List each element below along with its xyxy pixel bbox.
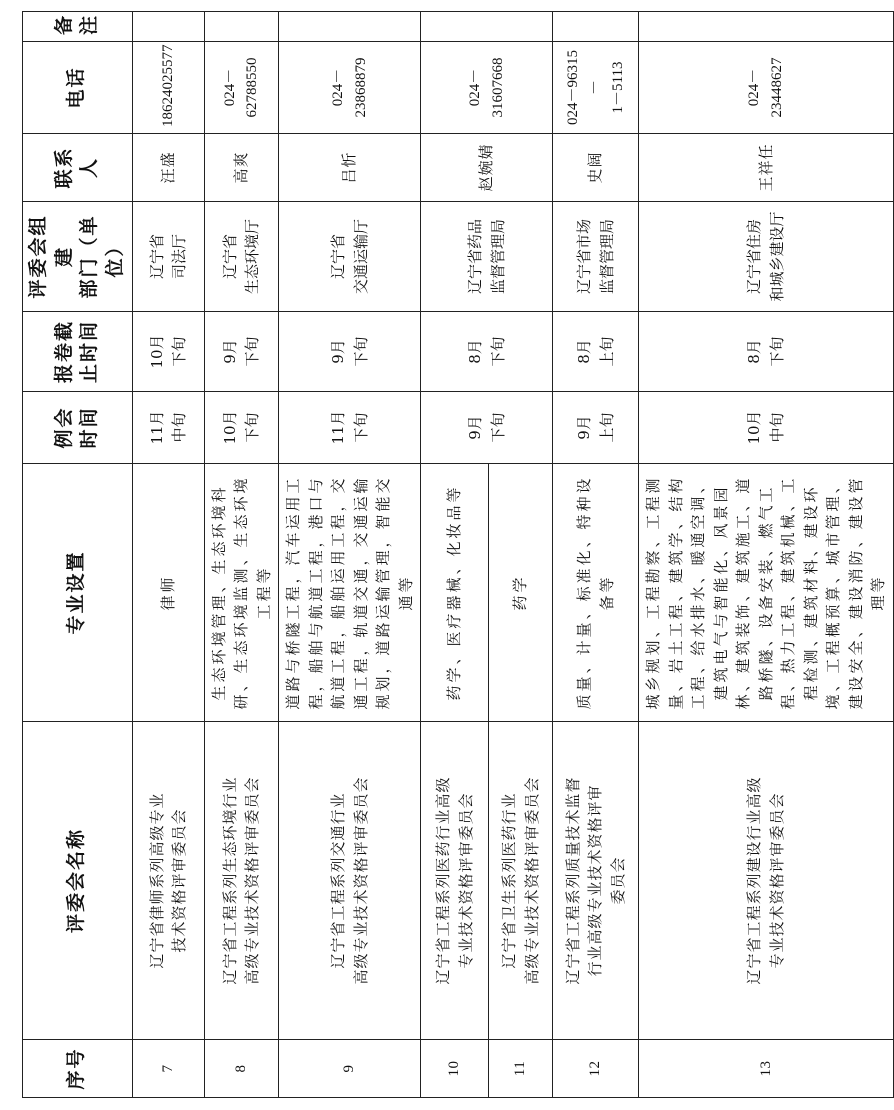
note-cell (639, 12, 894, 42)
seq-cell: 11 (489, 1040, 553, 1098)
seq-cell: 12 (553, 1040, 639, 1098)
phone-cell: 024－96315－ 1－5113 (553, 42, 639, 134)
header-seq: 序号 (23, 1040, 133, 1098)
org-cell: 辽宁省住房 和城乡建设厅 (639, 202, 894, 312)
review-committee-table (22, 11, 894, 1098)
deadline-cell: 8月 下旬 (421, 312, 553, 392)
meeting-cell: 11月 中旬 (132, 392, 204, 464)
deadline-cell: 8月 下旬 (639, 312, 894, 392)
committee-cell: 辽宁省工程系列交通行业 高级专业技术资格评审委员会 (279, 722, 421, 1040)
header-contact: 联系人 (23, 134, 133, 202)
specialty-cell: 药学 (489, 464, 553, 722)
committee-cell: 辽宁省工程系列医药行业高级 专业技术资格评审委员会 (421, 722, 489, 1040)
header-note: 备注 (23, 12, 133, 42)
seq-cell: 13 (639, 1040, 894, 1098)
header-phone: 电话 (23, 42, 133, 134)
contact-cell: 王祥任 (639, 134, 894, 202)
seq-cell: 7 (132, 1040, 204, 1098)
meeting-cell: 9月 上旬 (553, 392, 639, 464)
specialty-cell: 律师 (132, 464, 204, 722)
committee-cell: 辽宁省工程系列质量技术监督 行业高级专业技术资格评审 委员会 (553, 722, 639, 1040)
committee-cell: 辽宁省工程系列生态环境行业 高级专业技术资格评审委员会 (204, 722, 279, 1040)
deadline-cell: 9月 下旬 (204, 312, 279, 392)
phone-cell: 18624025577 (132, 42, 204, 134)
table-row (132, 12, 204, 1098)
phone-cell: 024－23448627 (639, 42, 894, 134)
specialty-cell: 道路与桥隧工程，汽车运用工程，船舶与航道工程，港口与航道工程，船舶运用工程，交通工程，轨道交通，交通运输规划，道路运输管理，智能交通等 (279, 464, 421, 722)
deadline-cell: 8月 上旬 (553, 312, 639, 392)
header-committee: 评委会名称 (23, 722, 133, 1040)
specialty-cell: 生态环境管理、生态环境科研、生态环境监测、生态环境工程等 (204, 464, 279, 722)
meeting-cell: 10月 中旬 (639, 392, 894, 464)
table-row (639, 12, 894, 1098)
org-cell: 辽宁省 司法厅 (132, 202, 204, 312)
committee-cell: 辽宁省工程系列建设行业高级 专业技术资格评审委员会 (639, 722, 894, 1040)
contact-cell: 汪盛 (132, 134, 204, 202)
table-row (421, 12, 489, 1098)
contact-cell: 赵婉婧 (421, 134, 553, 202)
header-deadline: 报卷截 止时间 (23, 312, 133, 392)
note-cell (132, 12, 204, 42)
phone-cell: 024－62788550 (204, 42, 279, 134)
phone-cell: 024－31607668 (421, 42, 553, 134)
table-row (553, 12, 639, 1098)
specialty-cell: 质量、计量、标准化、特种设备等 (553, 464, 639, 722)
header-row (23, 12, 133, 1098)
specialty-cell: 药学、医疗器械、化妆品等 (421, 464, 489, 722)
note-cell (279, 12, 421, 42)
table-row (279, 12, 421, 1098)
contact-cell: 高爽 (204, 134, 279, 202)
deadline-cell: 10月 下旬 (132, 312, 204, 392)
note-cell (553, 12, 639, 42)
org-cell: 辽宁省市场 监督管理局 (553, 202, 639, 312)
seq-cell: 10 (421, 1040, 489, 1098)
note-cell (204, 12, 279, 42)
meeting-cell: 11月 下旬 (279, 392, 421, 464)
meeting-cell: 10月 下旬 (204, 392, 279, 464)
phone-cell: 024－23868879 (279, 42, 421, 134)
contact-cell: 吕忻 (279, 134, 421, 202)
contact-cell: 史阔 (553, 134, 639, 202)
committee-cell: 辽宁省律师系列高级专业 技术资格评审委员会 (132, 722, 204, 1040)
specialty-cell: 城乡规划、工程勘察、工程测量、岩土工程、建筑学、结构工程、给水排水、暖通空调、建筑电气与智能化、风景园林、建筑装饰、建筑施工、道路桥隧、设备安装、燃气工程、热力工程、建筑机械、工程检测、建筑材料、建设环境、工程概预算、城市管理、建设安全、建设消防、建设管理等 (639, 464, 894, 722)
note-cell (421, 12, 553, 42)
org-cell: 辽宁省药品 监督管理局 (421, 202, 553, 312)
header-specialty: 专业设置 (23, 464, 133, 722)
seq-cell: 8 (204, 1040, 279, 1098)
org-cell: 辽宁省 交通运输厅 (279, 202, 421, 312)
seq-cell: 9 (279, 1040, 421, 1098)
org-cell: 辽宁省 生态环境厅 (204, 202, 279, 312)
deadline-cell: 9月 下旬 (279, 312, 421, 392)
header-meeting: 例会 时间 (23, 392, 133, 464)
header-org: 评委会组建 部门（单位） (23, 202, 133, 312)
meeting-cell: 9月 下旬 (421, 392, 553, 464)
table-row (204, 12, 279, 1098)
committee-cell: 辽宁省卫生系列医药行业 高级专业技术资格评审委员会 (489, 722, 553, 1040)
